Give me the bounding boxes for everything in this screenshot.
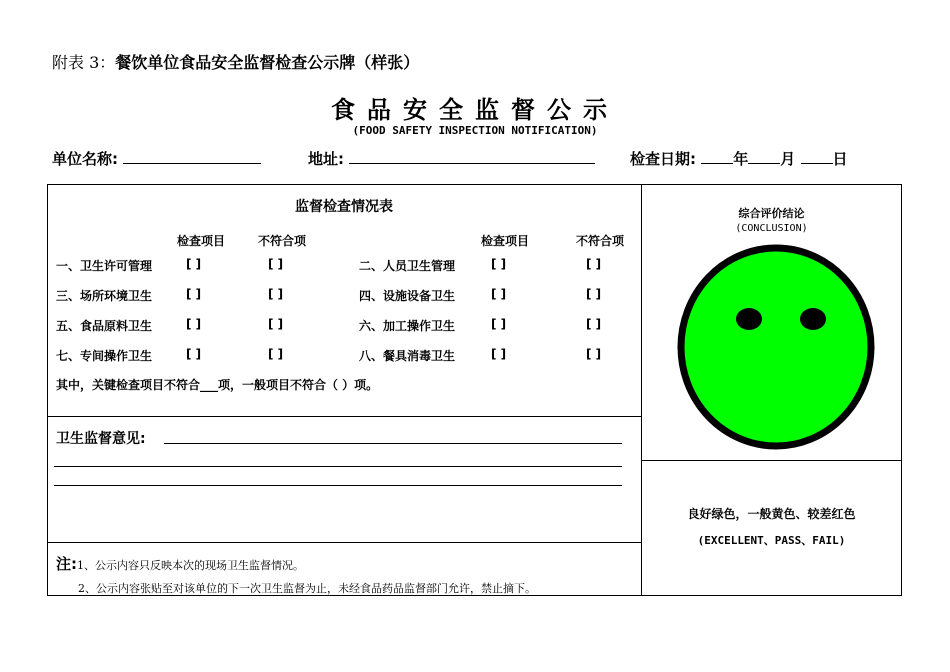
inspection-item: 一、卫生许可管理	[56, 259, 153, 273]
unit-name-field[interactable]	[123, 149, 261, 164]
inspection-item: 五、食品原料卫生	[56, 319, 153, 333]
fail-checkbox[interactable]: [ ]	[586, 257, 602, 271]
inspect-checkbox[interactable]: [ ]	[186, 287, 202, 301]
smiley-face-icon	[676, 242, 876, 452]
attachment-prefix: 附表 3：	[52, 53, 116, 72]
year-field[interactable]	[701, 149, 733, 164]
fail-checkbox[interactable]: [ ]	[586, 287, 602, 301]
month-field[interactable]	[748, 149, 780, 164]
inspect-checkbox[interactable]: [ ]	[491, 257, 507, 271]
opinion-line[interactable]	[164, 443, 622, 444]
note-text: 2、公示内容张贴至对该单位的下一次卫生监督为止，未经食品药品监督部门允许，禁止摘下。	[78, 582, 536, 595]
fail-checkbox[interactable]: [ ]	[268, 317, 284, 331]
page-subtitle: (FOOD SAFETY INSPECTION NOTIFICATION)	[352, 124, 598, 137]
inspection-item: 七、专间操作卫生	[56, 349, 153, 363]
inspect-checkbox[interactable]: [ ]	[186, 317, 202, 331]
conclusion-title: 综合评价结论	[738, 207, 805, 220]
date-row	[630, 148, 848, 169]
inspect-checkbox[interactable]: [ ]	[491, 347, 507, 361]
col-inspect-left: 检查项目	[177, 234, 226, 248]
opinion-line[interactable]	[54, 466, 622, 467]
inspection-item: 六、加工操作卫生	[359, 319, 456, 333]
conclusion-legend-en: (EXCELLENT、PASS、FAIL)	[697, 534, 846, 547]
conclusion-divider	[641, 460, 902, 461]
inspection-table-title: 监督检查情况表	[295, 199, 393, 215]
inspect-checkbox[interactable]: [ ]	[491, 317, 507, 331]
fail-checkbox[interactable]: [ ]	[268, 347, 284, 361]
year-label: 年	[733, 150, 749, 168]
date-label: 检查日期:	[630, 150, 696, 168]
unit-name-label: 单位名称:	[52, 150, 118, 168]
notes-label: 注:	[56, 555, 77, 573]
right-eye	[800, 308, 826, 330]
conclusion-legend: 良好绿色，一般黄色、较差红色	[687, 507, 856, 521]
notes-line-1	[56, 553, 304, 574]
opinion-label: 卫生监督意见:	[56, 431, 146, 447]
opinion-divider	[47, 542, 641, 543]
fail-checkbox[interactable]: [ ]	[268, 257, 284, 271]
conclusion-title-en: (CONCLUSION)	[735, 223, 808, 234]
attachment-heading	[52, 50, 419, 73]
fail-checkbox[interactable]: [ ]	[586, 317, 602, 331]
col-fail-left: 不符合项	[258, 234, 307, 248]
address-row	[308, 148, 595, 169]
address-label: 地址:	[308, 150, 344, 168]
col-inspect-right: 检查项目	[481, 234, 530, 248]
page-title: 食品安全监督公示	[331, 96, 619, 124]
nonconformity-summary: 其中，关键检查项目不符合___项，一般项目不符合（ ）项。	[56, 378, 379, 392]
day-label: 日	[832, 150, 848, 168]
inspection-item: 三、场所环境卫生	[56, 289, 153, 303]
face-circle	[681, 248, 871, 446]
fail-checkbox[interactable]: [ ]	[268, 287, 284, 301]
day-field[interactable]	[801, 149, 833, 164]
address-field[interactable]	[349, 149, 595, 164]
unit-name-row	[52, 148, 261, 169]
attachment-title: 餐饮单位食品安全监督检查公示牌（样张）	[115, 53, 420, 72]
col-fail-right: 不符合项	[576, 234, 625, 248]
left-eye	[736, 308, 762, 330]
note-text: 1、公示内容只反映本次的现场卫生监督情况。	[77, 559, 304, 572]
month-label: 月	[780, 150, 796, 168]
inspect-checkbox[interactable]: [ ]	[491, 287, 507, 301]
inspect-checkbox[interactable]: [ ]	[186, 257, 202, 271]
inspection-item: 四、设施设备卫生	[359, 289, 456, 303]
inspect-checkbox[interactable]: [ ]	[186, 347, 202, 361]
inspection-item: 八、餐具消毒卫生	[359, 349, 456, 363]
inspection-item: 二、人员卫生管理	[359, 259, 456, 273]
table-divider	[47, 416, 641, 417]
opinion-line[interactable]	[54, 485, 622, 486]
fail-checkbox[interactable]: [ ]	[586, 347, 602, 361]
